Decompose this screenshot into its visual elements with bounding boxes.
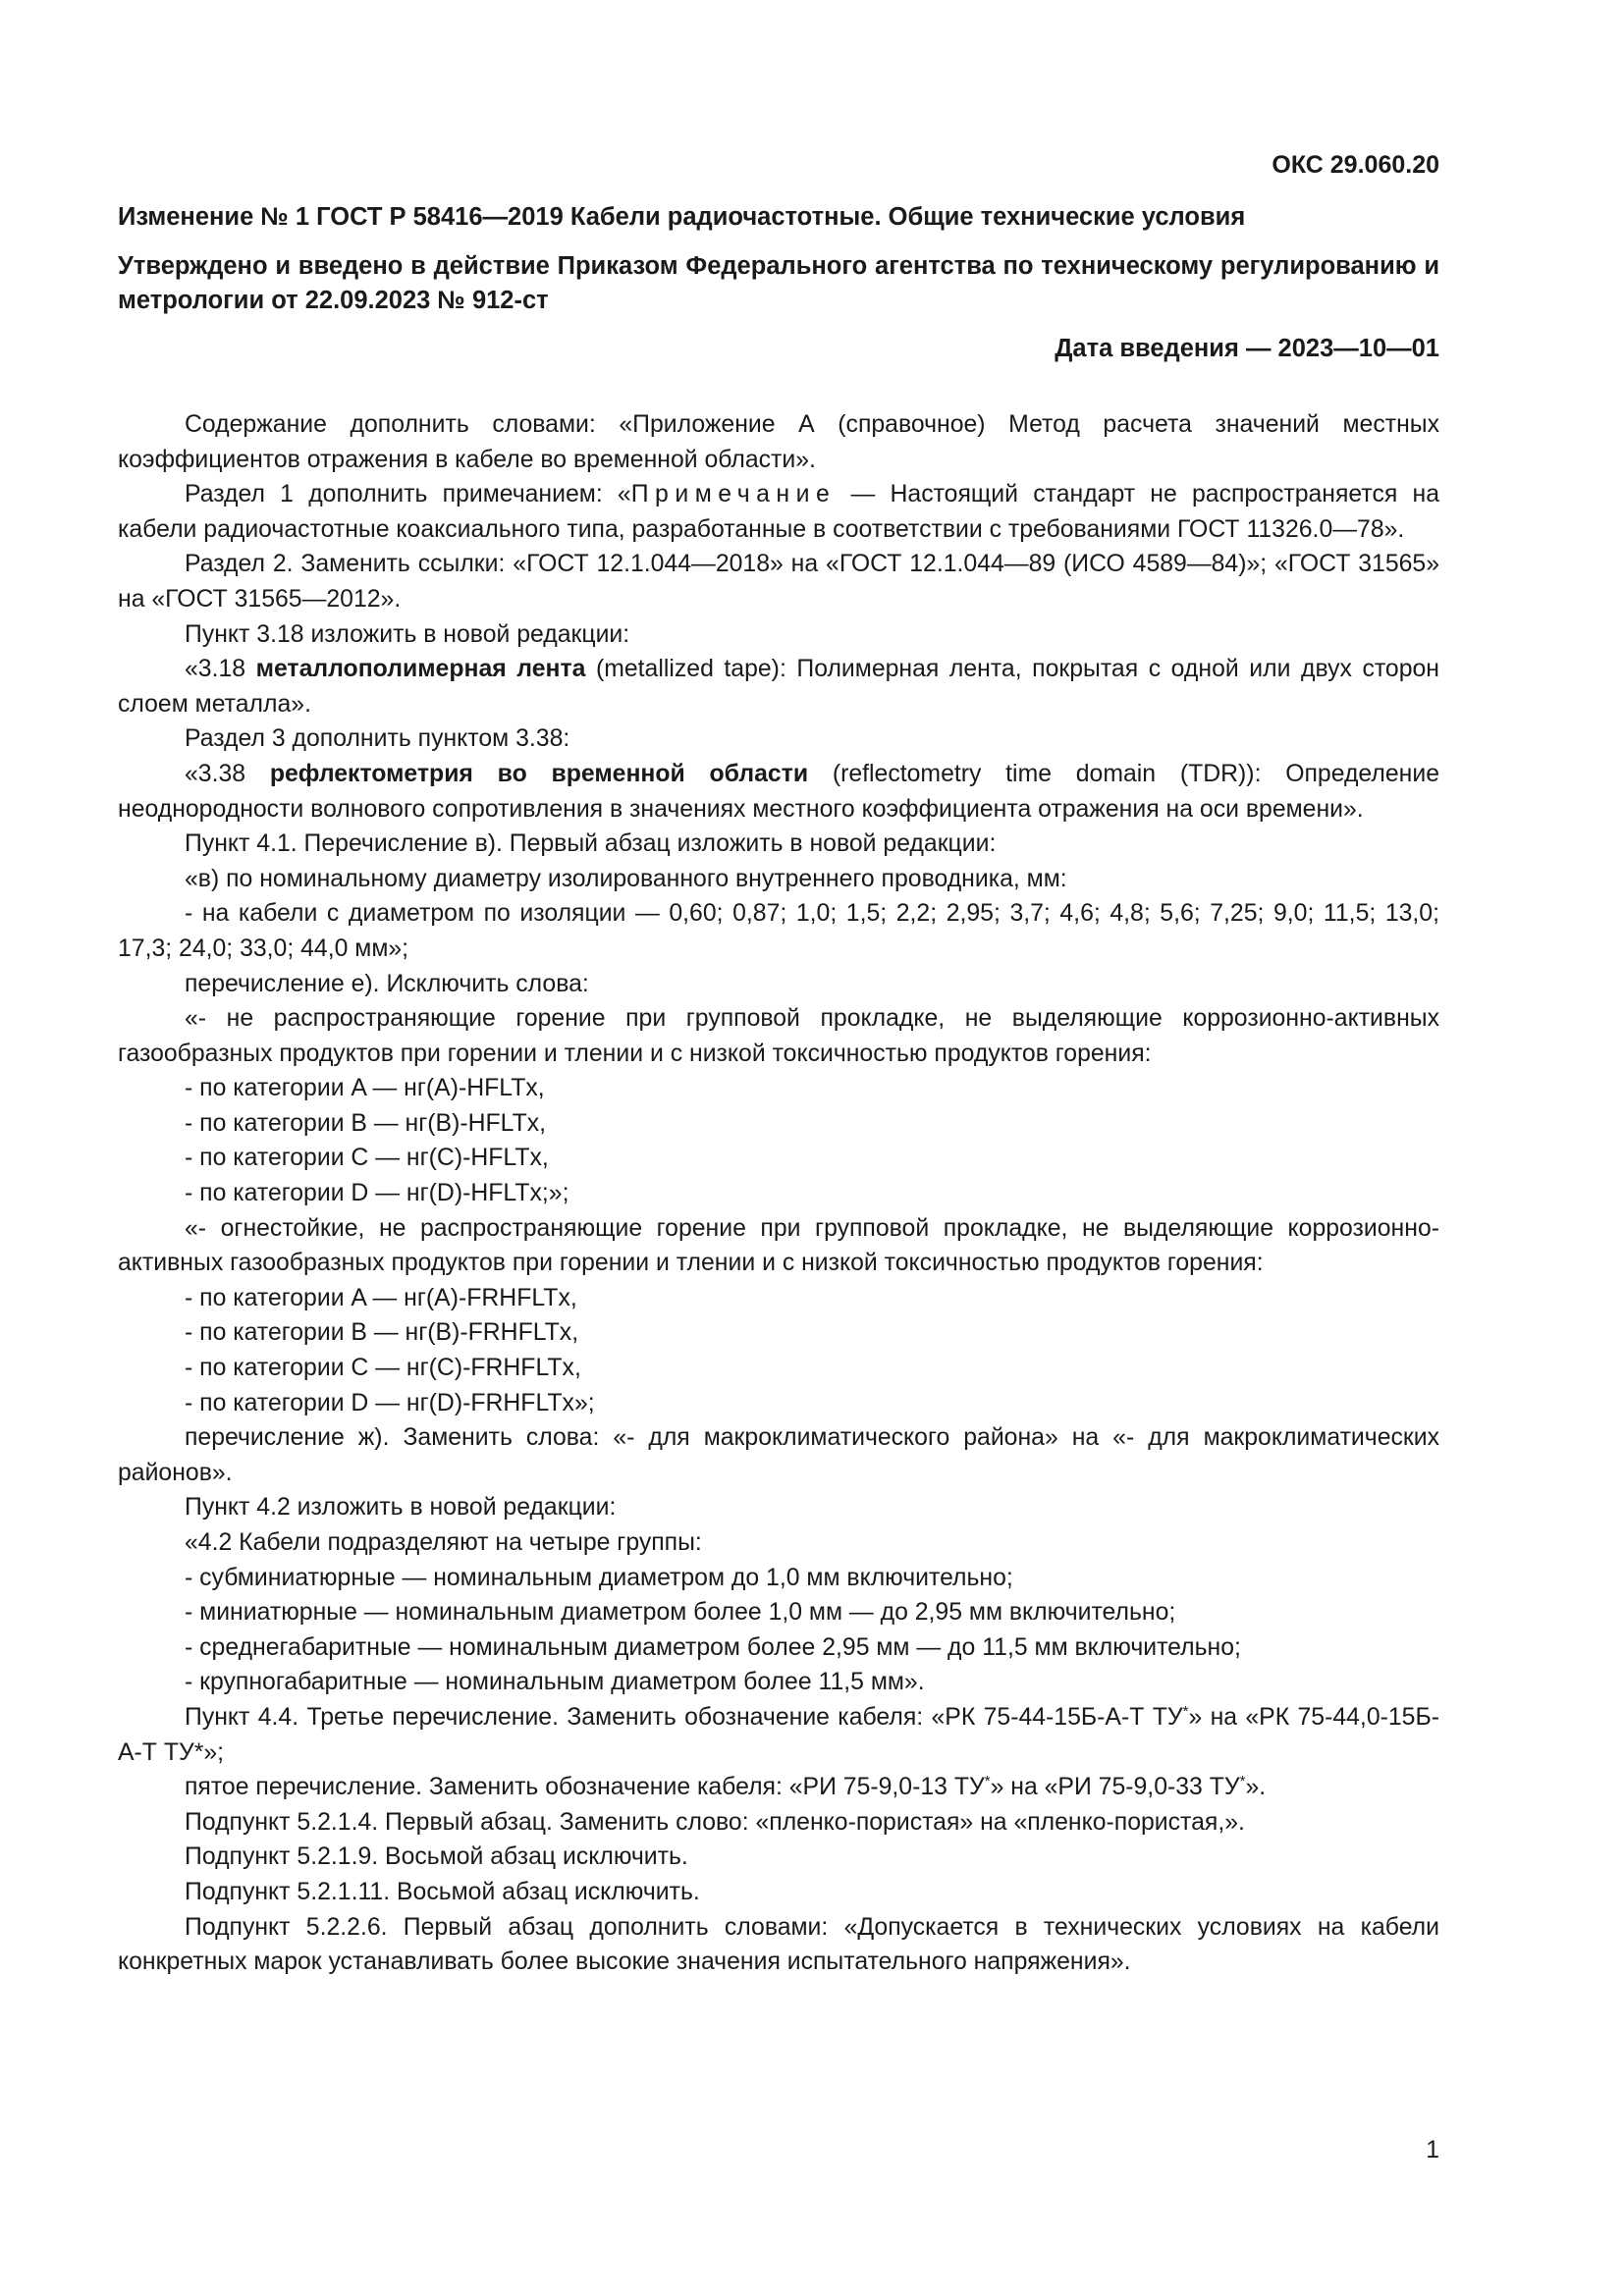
- paragraph: - на кабели с диаметром по изоляции — 0,60; 0,87; 1,0; 1,5; 2,2; 2,95; 3,7; 4,6; 4,8; 5,6; 7,25; 9,0; 11,5; 13,0; 17,3; 24,0; 33,0; 44,0 мм»;: [118, 900, 1439, 962]
- paragraph: «- огнестойкие, не распространяющие горение при групповой прокладке, не выделяющие коррозионно-активных газообразных продуктов при горении и тлении и с низкой токсичностью продуктов горения:: [118, 1214, 1439, 1277]
- document-body: [118, 407, 1439, 1980]
- list-item: - субминиатюрные — номинальным диаметром до 1,0 мм включительно;: [185, 1564, 1013, 1591]
- paragraph: «3.38 рефлектометрия во временной области (reflectometry time domain (TDR)): Определение неоднородности волнового сопротивления в значениях местного коэффициента отражения на оси времени».: [118, 760, 1439, 823]
- page-number: 1: [1426, 2137, 1439, 2163]
- paragraph: Пункт 4.2 изложить в новой редакции:: [185, 1494, 617, 1522]
- paragraph: Раздел 3 дополнить пунктом 3.38:: [185, 725, 570, 753]
- paragraph: «в) по номинальному диаметру изолированного внутреннего проводника, мм:: [185, 865, 1067, 892]
- paragraph: Содержание дополнить словами: «Приложение А (справочное) Метод расчета значений местных коэффициентов отражения в кабеле во временной области».: [118, 411, 1439, 473]
- note-label: Примечание: [630, 481, 837, 508]
- list-item: - крупногабаритные — номинальным диаметром более 11,5 мм».: [185, 1669, 925, 1696]
- document-page: [118, 0, 1439, 2296]
- list-item: - по категории C — нг(С)-HFLTx,: [185, 1145, 549, 1172]
- list-item: - по категории C — нг(С)-FRHFLTx,: [185, 1355, 581, 1382]
- list-item: - по категории D — нг(D)-FRHFLTx»;: [185, 1389, 595, 1416]
- term: рефлектометрия во временной области: [269, 760, 809, 787]
- paragraph: «3.18 металлополимерная лента (metallized tape): Полимерная лента, покрытая с одной или двух сторон слоем металла».: [118, 656, 1439, 718]
- list-item: - миниатюрные — номинальным диаметром более 1,0 мм — до 2,95 мм включительно;: [185, 1599, 1176, 1627]
- paragraph: Подпункт 5.2.1.9. Восьмой абзац исключить.: [185, 1843, 688, 1871]
- paragraph: Подпункт 5.2.2.6. Первый абзац дополнить словами: «Допускается в технических условиях на кабели конкретных марок устанавливать более высокие значения испытательного напряжения».: [118, 1913, 1439, 1976]
- document-title: Изменение № 1 ГОСТ Р 58416—2019 Кабели радиочастотные. Общие технические условия: [118, 203, 1246, 231]
- list-item: - по категории D — нг(D)-HFLTx;»;: [185, 1180, 569, 1207]
- paragraph: перечисление ж). Заменить слова: «- для макроклиматического района» на «- для макроклиматических районов».: [118, 1424, 1439, 1486]
- classification-code: ОКС 29.060.20: [1272, 151, 1439, 179]
- paragraph: Пункт 4.1. Перечисление в). Первый абзац изложить в новой редакции:: [185, 830, 997, 858]
- paragraph: перечисление е). Исключить слова:: [185, 970, 589, 997]
- paragraph: «- не распространяющие горение при групповой прокладке, не выделяющие коррозионно-активных газообразных продуктов при горении и тлении и с низкой токсичностью продуктов горения:: [118, 1005, 1439, 1067]
- paragraph: Раздел 1 дополнить примечанием: «Примечание — Настоящий стандарт не распространяется на кабели радиочастотные коаксиального типа, разработанные в соответствии с требованиями ГОСТ 11326.0—78».: [118, 481, 1440, 543]
- term: металлополимерная лента: [255, 656, 586, 683]
- approval-statement: Утверждено и введено в действие Приказом Федерального агентства по техническому регулированию и метрологии от 22.09.2023 № 912-ст: [118, 252, 1439, 314]
- list-item: - по категории B — нг(В)-HFLTx,: [185, 1109, 547, 1137]
- effective-date: Дата введения — 2023—10—01: [1055, 335, 1439, 362]
- paragraph: пятое перечисление. Заменить обозначение кабеля: «РИ 75-9,0-13 ТУ*» на «РИ 75-9,0-33 ТУ*».: [185, 1773, 1267, 1801]
- list-item: - по категории A — нг(А)-HFLTx,: [185, 1075, 545, 1102]
- paragraph: «4.2 Кабели подразделяют на четыре группы:: [185, 1529, 702, 1556]
- paragraph: Пункт 3.18 изложить в новой редакции:: [185, 620, 630, 648]
- paragraph: Раздел 2. Заменить ссылки: «ГОСТ 12.1.044—2018» на «ГОСТ 12.1.044—89 (ИСО 4589—84)»; «ГОСТ 31565» на «ГОСТ 31565—2012».: [118, 551, 1439, 613]
- paragraph: Подпункт 5.2.1.4. Первый абзац. Заменить слово: «пленко-пористая» на «пленко-пористая,».: [185, 1808, 1245, 1836]
- paragraph: Подпункт 5.2.1.11. Восьмой абзац исключить.: [185, 1878, 700, 1905]
- list-item: - по категории B — нг(В)-FRHFLTx,: [185, 1319, 579, 1347]
- list-item: - по категории A — нг(А)-FRHFLTx,: [185, 1284, 577, 1311]
- list-item: - среднегабаритные — номинальным диаметром более 2,95 мм — до 11,5 мм включительно;: [185, 1633, 1241, 1661]
- paragraph: Пункт 4.4. Третье перечисление. Заменить обозначение кабеля: «РК 75-44-15Б-А-Т ТУ*» на «РК 75-44,0-15Б-А-Т ТУ*»;: [118, 1702, 1439, 1766]
